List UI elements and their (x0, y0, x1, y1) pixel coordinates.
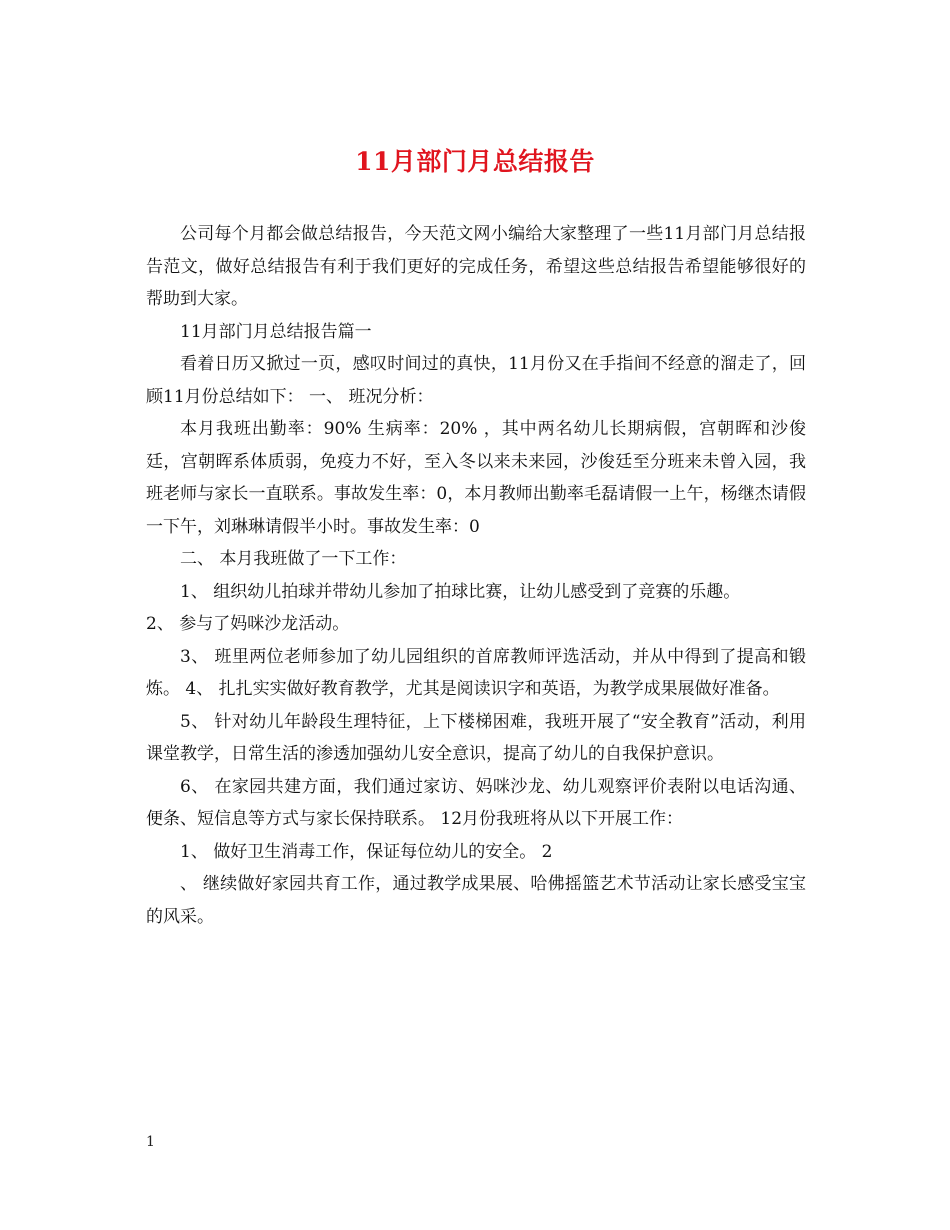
work-item-3-4: 3、 班里两位老师参加了幼儿园组织的首席教师评选活动，并从中得到了提高和锻炼。 4、 扎扎实实做好教育教学，尤其是阅读识字和英语，为教学成果展做好准备。 (146, 646, 806, 699)
work-item-2: 2、 参与了妈咪沙龙活动。 (146, 614, 350, 634)
document-body (146, 218, 806, 933)
work-item-6: 6、 在家园共建方面，我们通过家访、妈咪沙龙、幼儿观察评价表附以电话沟通、便条、短信息等方式与家长保持联系。 12月份我班将从以下开展工作： (146, 776, 806, 829)
review-paragraph: 看着日历又掀过一页，感叹时间过的真快，11月份又在手指间不经意的溜走了，回顾11月份总结如下： 一、 班况分析： (146, 354, 806, 407)
document-title: 11月部门月总结报告 (355, 147, 595, 176)
intro-paragraph: 公司每个月都会做总结报告，今天范文网小编给大家整理了一些11月部门月总结报告范文，做好总结报告有利于我们更好的完成任务，希望这些总结报告希望能够很好的帮助到大家。 (146, 224, 806, 309)
plan-item-1: 1、 做好卫生消毒工作，保证每位幼儿的安全。 2 (180, 841, 553, 862)
plan-item-2: 、 继续做好家园共育工作，通过教学成果展、哈佛摇篮艺术节活动让家长感受宝宝的风采。 (146, 874, 806, 927)
work-item-5: 5、 针对幼儿年龄段生理特征，上下楼梯困难，我班开展了“安全教育”活动，利用课堂教学，日常生活的渗透加强幼儿安全意识，提高了幼儿的自我保护意识。 (146, 711, 806, 764)
attendance-paragraph: 本月我班出勤率：90% 生病率：20% ，其中两名幼儿长期病假，宫朝晖和沙俊廷，宫朝晖系体质弱，免疫力不好，至入冬以来未来园，沙俊廷至分班来未曾入园，我班老师与家长一直联系。事故发生率：0，本月教师出勤率毛磊请假一上午，杨继杰请假一下午，刘琳琳请假半小时。事故发生率：0 (146, 419, 806, 537)
page-number: 1 (146, 1134, 155, 1150)
section-heading: 11月部门月总结报告篇一 (180, 321, 372, 342)
work-heading: 二、 本月我班做了一下工作： (180, 549, 407, 569)
work-item-1: 1、 组织幼儿拍球并带幼儿参加了拍球比赛，让幼儿感受到了竞赛的乐趣。 (180, 581, 741, 602)
